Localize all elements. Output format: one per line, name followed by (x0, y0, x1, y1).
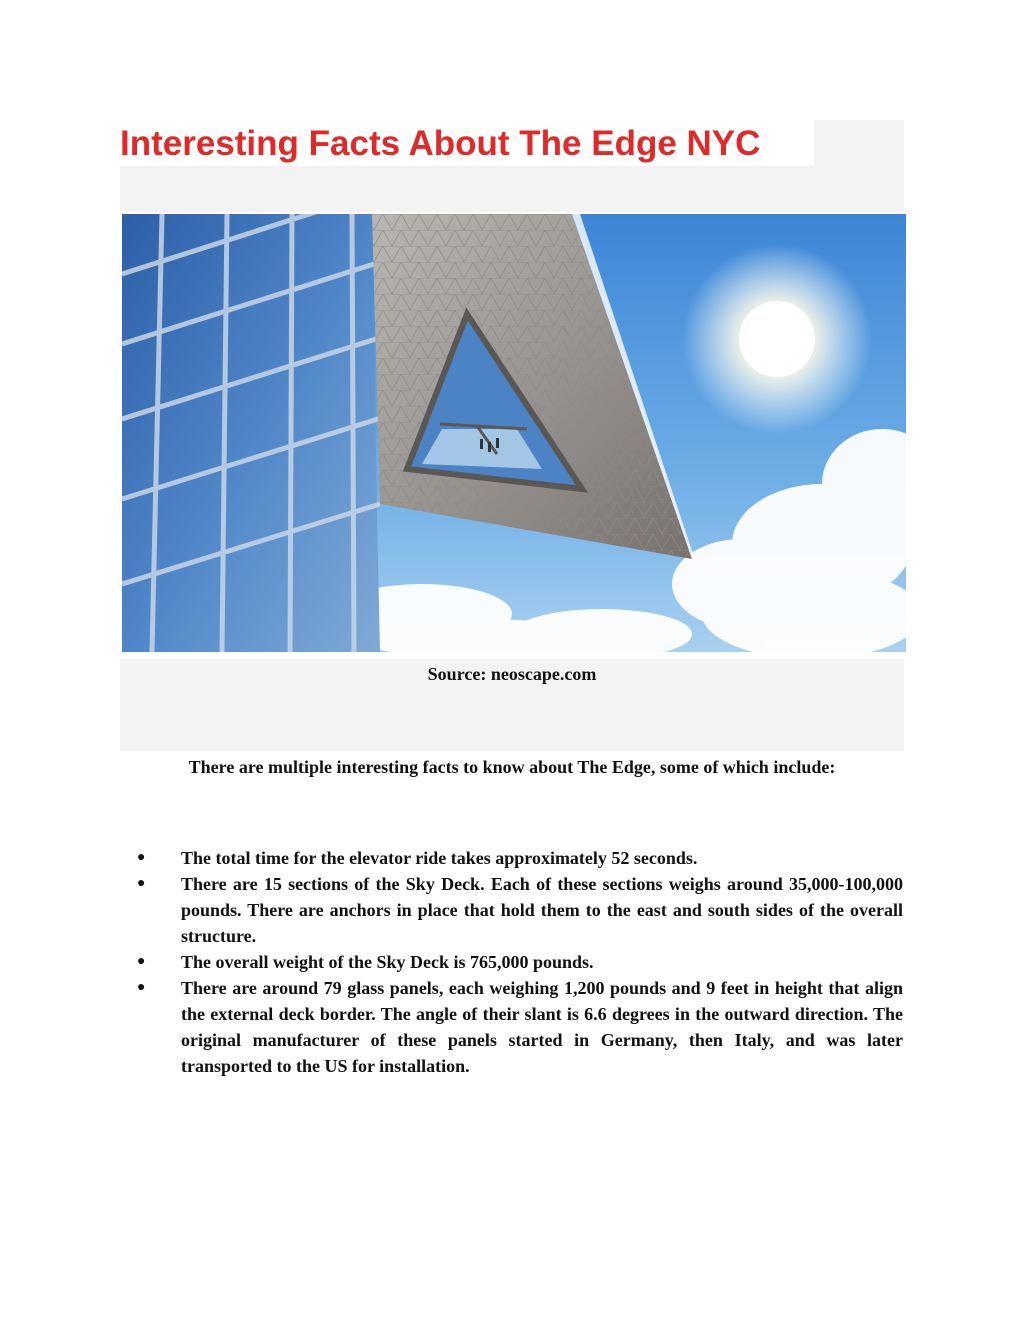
bullet-icon: ● (137, 954, 146, 969)
page-title: Interesting Facts About The Edge NYC (120, 124, 761, 163)
edge-building-photo (122, 214, 906, 652)
fact-text: The total time for the elevator ride takes approximately 52 seconds. (181, 848, 698, 868)
image-caption: Source: neoscape.com (427, 664, 597, 684)
list-item (121, 845, 903, 871)
bullet-icon: ● (137, 876, 146, 891)
list-item (121, 949, 903, 975)
facts-list (121, 845, 903, 1079)
bullet-icon: ● (137, 850, 146, 865)
fact-text: There are 15 sections of the Sky Deck. Each of these sections weighs around 35,000-100,000 pounds. There are anchors in place that hold them to the east and south sides of the overall structure. (181, 874, 903, 946)
fact-text: The overall weight of the Sky Deck is 765,000 pounds. (181, 952, 594, 972)
bullet-icon: ● (137, 980, 146, 995)
list-item (121, 975, 903, 1079)
fact-text: There are around 79 glass panels, each weighing 1,200 pounds and 9 feet in height that align the external deck border. The angle of their slant is 6.6 degrees in the outward direction. The original manufacturer of these panels started in Germany, then Italy, and was later transported to the US for installation. (181, 978, 903, 1076)
intro-paragraph: There are multiple interesting facts to know about The Edge, some of which include: (188, 757, 836, 777)
list-item (121, 871, 903, 949)
